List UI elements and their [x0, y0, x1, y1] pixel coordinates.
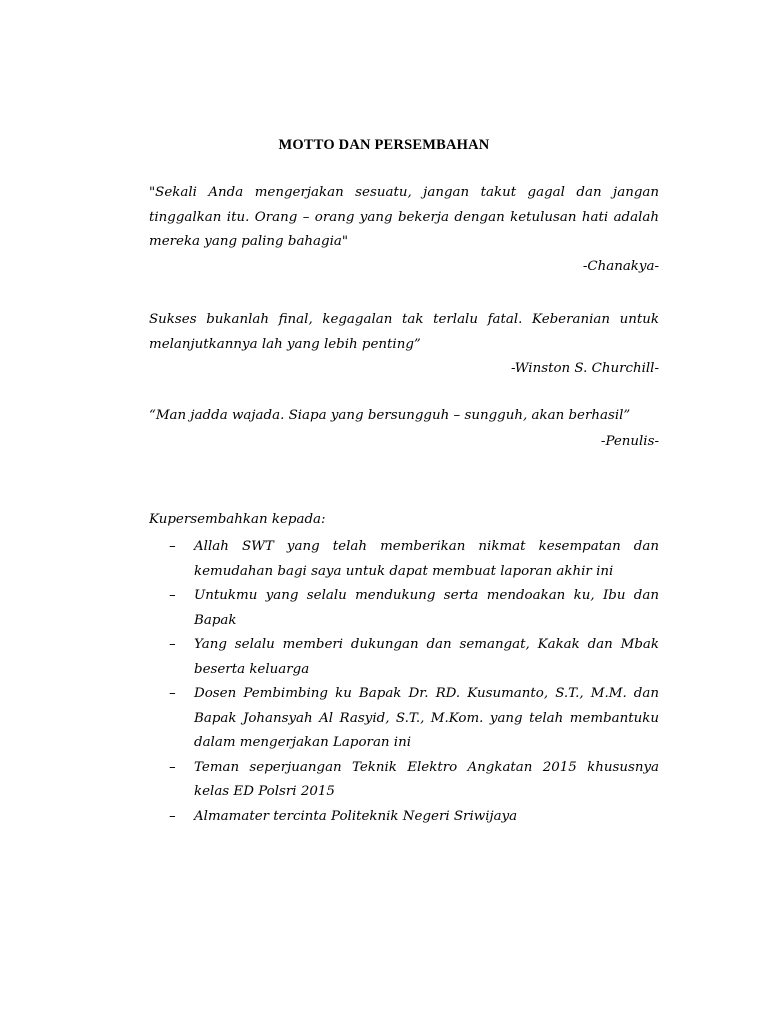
list-item	[149, 756, 659, 805]
dash-bullet-icon: –	[169, 808, 176, 824]
dash-bullet-icon: –	[169, 588, 176, 603]
list-item-text: Untukmu yang selalu mendukung serta mendoakan ku, Ibu dan Bapak	[194, 588, 659, 628]
quote-text: "Sekali Anda mengerjakan sesuatu, jangan takut gagal dan jangan tinggalkan itu. Orang – orang yang bekerja dengan ketulusan hati adalah mereka yang paling bahagia"	[149, 185, 659, 249]
list-item-text: Almamater tercinta Politeknik Negeri Sriwijaya	[194, 808, 518, 824]
dedication-heading: Kupersembahkan kepada:	[149, 512, 326, 527]
list-item	[149, 633, 659, 682]
dash-bullet-icon: –	[169, 539, 176, 554]
quote-text: “Man jadda wajada. Siapa yang bersungguh – sungguh, akan berhasil”	[149, 408, 631, 423]
list-item	[149, 805, 659, 830]
quote-author: -Chanakya-	[582, 259, 659, 274]
quote-text: Sukses bukanlah final, kegagalan tak terlalu fatal. Keberanian untuk melanjutkannya lah yang lebih penting”	[149, 312, 659, 352]
dash-bullet-icon: –	[169, 686, 176, 701]
quote-author: -Winston S. Churchill-	[510, 361, 659, 376]
list-item	[149, 682, 659, 756]
list-item-text: Yang selalu memberi dukungan dan semangat, Kakak dan Mbak beserta keluarga	[194, 637, 659, 677]
dash-bullet-icon: –	[169, 637, 176, 652]
list-item	[149, 584, 659, 633]
page-title: MOTTO DAN PERSEMBAHAN	[278, 137, 490, 153]
quote-author: -Penulis-	[600, 434, 659, 449]
dedication-list	[149, 535, 659, 829]
list-item-text: Allah SWT yang telah memberikan nikmat kesempatan dan kemudahan bagi saya untuk dapat membuat laporan akhir ini	[194, 539, 659, 579]
dash-bullet-icon: –	[169, 759, 176, 775]
list-item-text: Dosen Pembimbing ku Bapak Dr. RD. Kusumanto, S.T., M.M. dan Bapak Johansyah Al Rasyid, S.T., M.Kom. yang telah membantuku dalam mengerjakan Laporan ini	[194, 686, 659, 750]
list-item-text: Teman seperjuangan Teknik Elektro Angkatan 2015 khususnya kelas ED Polsri 2015	[194, 759, 659, 799]
list-item	[149, 535, 659, 584]
